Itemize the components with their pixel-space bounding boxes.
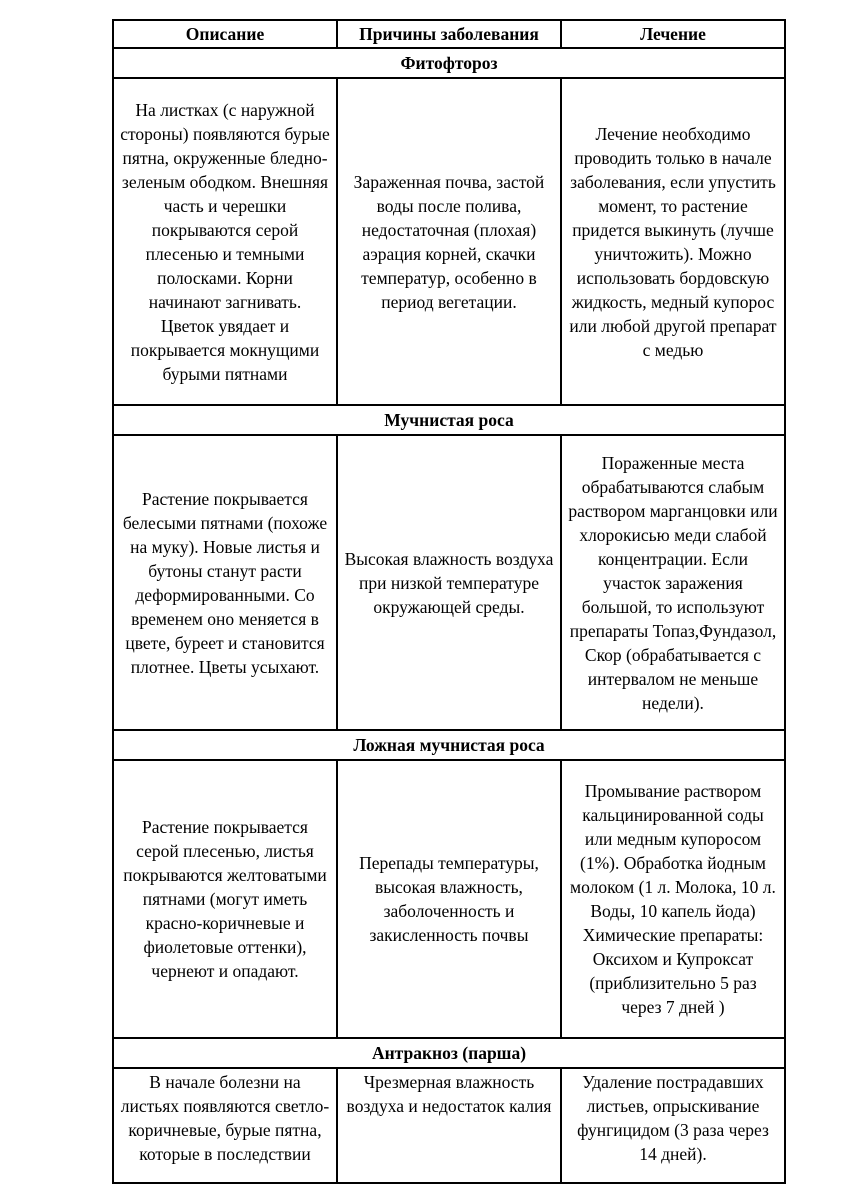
section-row-downy-mildew [113,730,785,760]
section-title-phytophthora: Фитофтороз [113,48,785,78]
column-header-description: Описание [113,20,337,48]
column-header-causes: Причины заболевания [337,20,561,48]
cell-treatment-anthracnose: Удаление пострадавших листьев, опрыскивание фунгицидом (3 раза через 14 дней). [561,1068,785,1183]
cell-description-downy-mildew: Растение покрывается серой плесенью, листья покрываются желтоватыми пятнами (могут иметь красно-коричневые и фиолетовые оттенки), чернеют и опадают. [113,760,337,1038]
section-row-anthracnose [113,1038,785,1068]
cell-causes-phytophthora: Зараженная почва, застой воды после полива, недостаточная (плохая) аэрация корней, скачки температур, особенно в период вегетации. [337,78,561,405]
cell-causes-powdery-mildew: Высокая влажность воздуха при низкой температуре окружающей среды. [337,435,561,730]
cell-description-phytophthora: На листках (с наружной стороны) появляются бурые пятна, окруженные бледно-зеленым ободком. Внешняя часть и черешки покрываются серой плесенью и темными полосками. Корни начинают загнивать. Цветок увядает и покрывается мокнущими бурыми пятнами [113,78,337,405]
table-row [113,760,785,1038]
section-row-phytophthora [113,48,785,78]
cell-causes-downy-mildew: Перепады температуры, высокая влажность, заболоченность и закисленность почвы [337,760,561,1038]
plant-disease-table [112,19,786,1184]
section-row-powdery-mildew [113,405,785,435]
column-header-treatment: Лечение [561,20,785,48]
section-title-powdery-mildew: Мучнистая роса [113,405,785,435]
table-row [113,435,785,730]
table-row [113,1068,785,1183]
cell-treatment-downy-mildew: Промывание раствором кальцинированной соды или медным купоросом (1%). Обработка йодным молоком (1 л. Молока, 10 л. Воды, 10 капель йода) Химические препараты: Оксихом и Купроксат (приблизительно 5 раз через 7 дней ) [561,760,785,1038]
table-row [113,78,785,405]
table-header-row [113,20,785,48]
cell-description-anthracnose: В начале болезни на листьях появляются светло-коричневые, бурые пятна, которые в последствии [113,1068,337,1183]
cell-treatment-phytophthora: Лечение необходимо проводить только в начале заболевания, если упустить момент, то растение придется выкинуть (лучше уничтожить). Можно использовать бордовскую жидкость, медный купорос или любой другой препарат с медью [561,78,785,405]
section-title-downy-mildew: Ложная мучнистая роса [113,730,785,760]
cell-description-powdery-mildew: Растение покрывается белесыми пятнами (похоже на муку). Новые листья и бутоны станут расти деформированными. Со временем оно меняется в цвете, буреет и становится плотнее. Цветы усыхают. [113,435,337,730]
cell-treatment-powdery-mildew: Пораженные места обрабатываются слабым раствором марганцовки или хлорокисью меди слабой концентрации. Если участок заражения большой, то используют препараты Топаз,Фундазол, Скор (обрабатывается с интервалом не меньше недели). [561,435,785,730]
cell-causes-anthracnose: Чрезмерная влажность воздуха и недостаток калия [337,1068,561,1183]
section-title-anthracnose: Антракноз (парша) [113,1038,785,1068]
